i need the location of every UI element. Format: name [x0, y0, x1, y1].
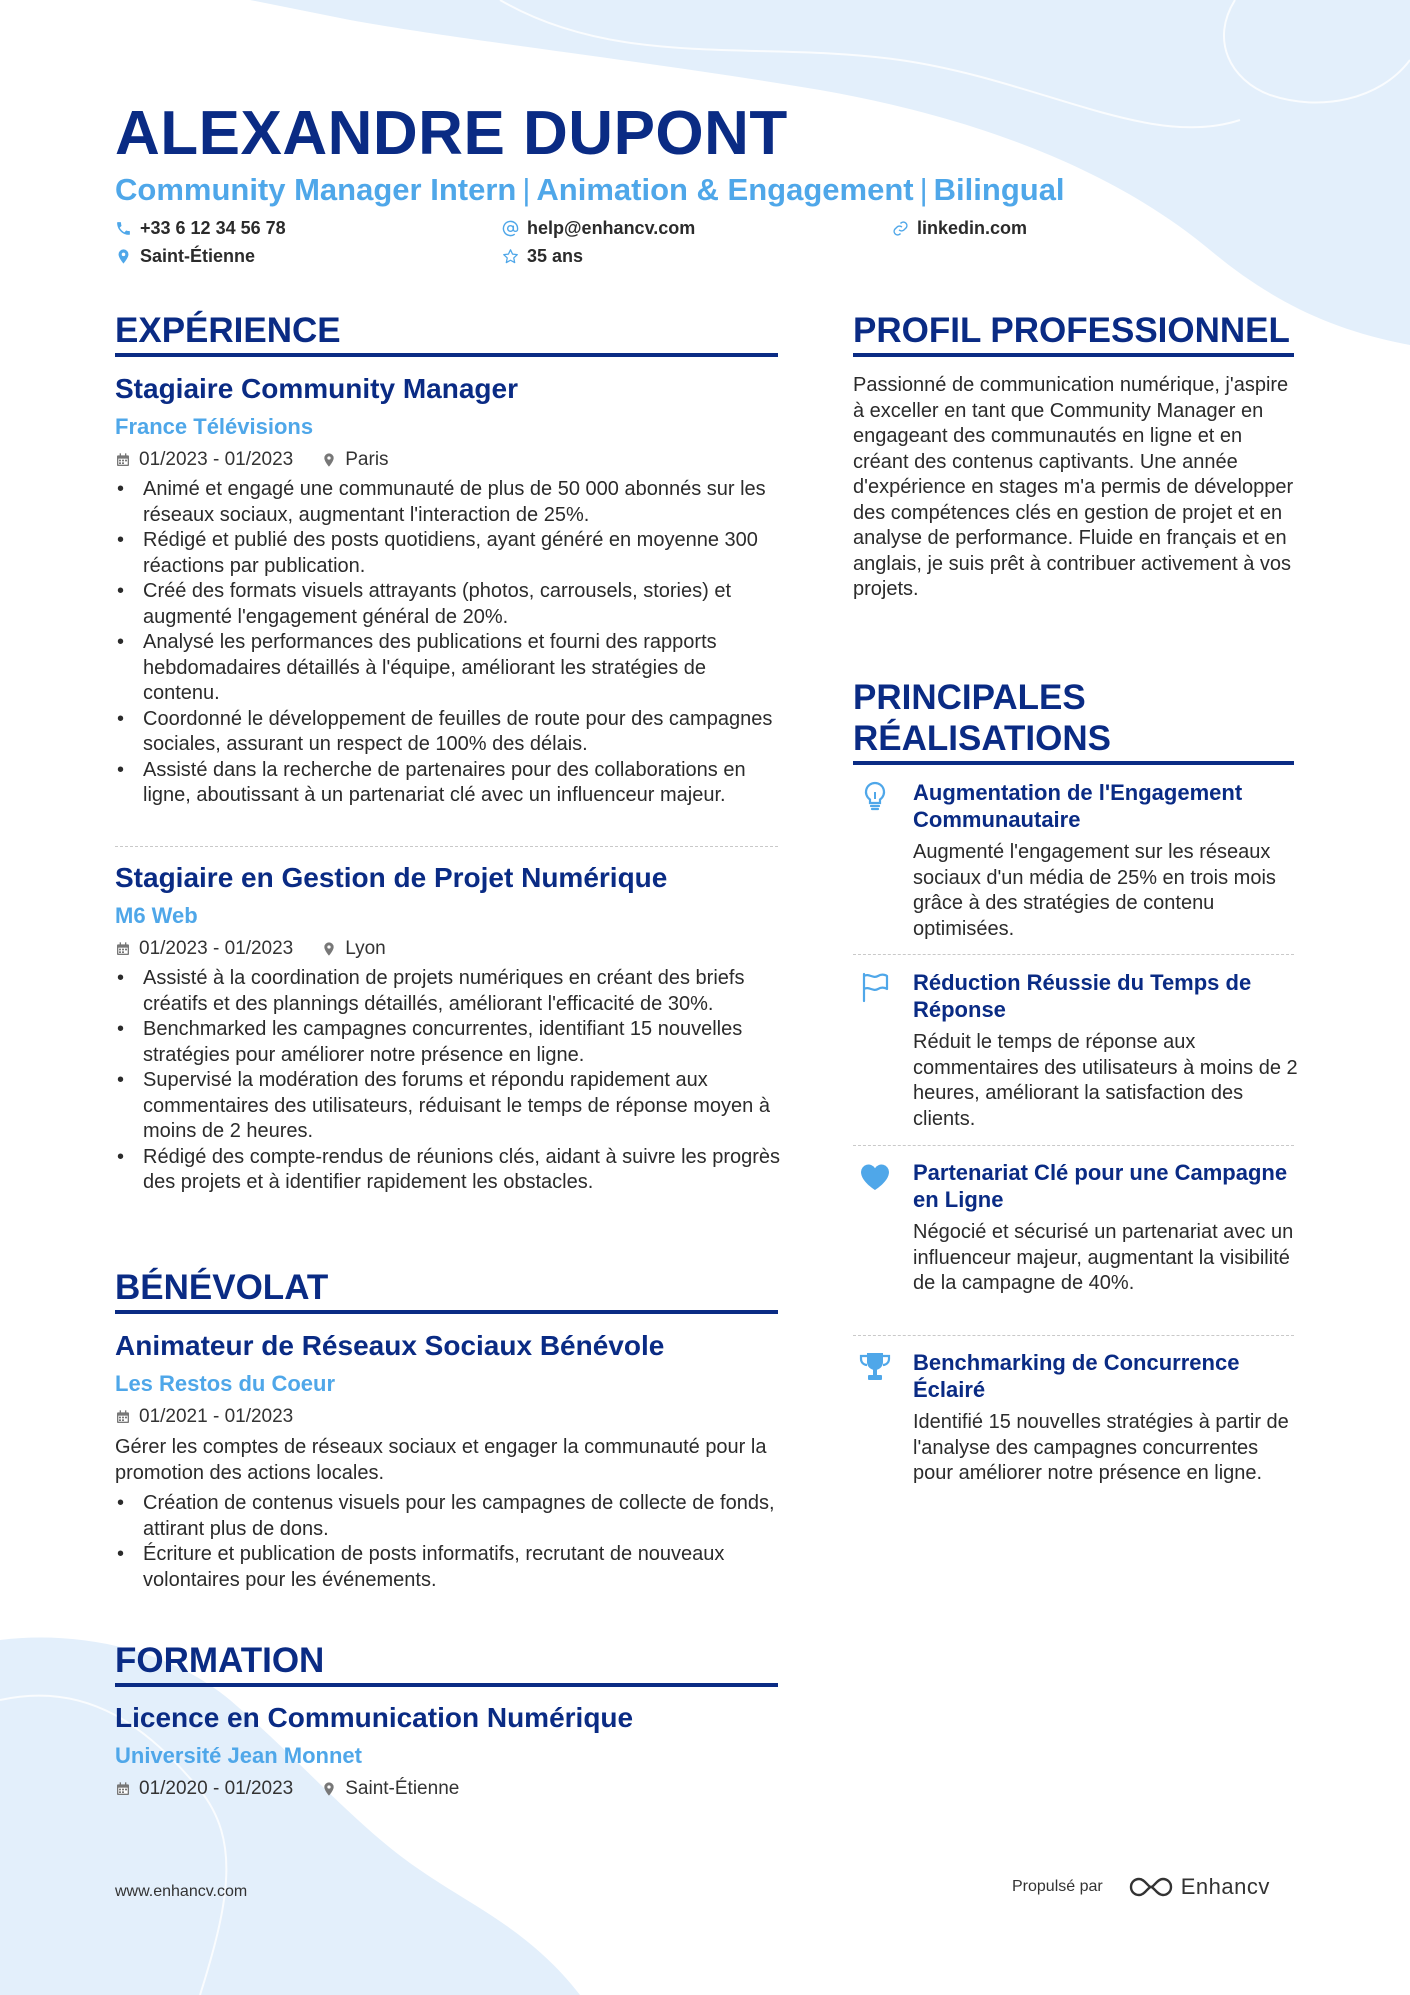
job-bullets [115, 966, 785, 1196]
trophy-icon [858, 1350, 892, 1384]
volunteer-organization: Les Restos du Coeur [115, 1371, 336, 1396]
achievement-description: Identifié 15 nouvelles stratégies à partir de l'analyse des campagnes concurrentes pour améliorer notre présence en ligne. [913, 1411, 1289, 1484]
list-item: • Création de contenus visuels pour les campagnes de collecte de fonds, attirant plus de dons. [115, 1491, 785, 1542]
contact-age [502, 246, 583, 267]
job-meta [115, 938, 386, 960]
volunteer-description: Gérer les comptes de réseaux sociaux et engager la communauté pour la promotion des actions locales. [115, 1436, 767, 1484]
job-location [321, 449, 388, 471]
calendar-icon [115, 1781, 131, 1797]
heading-line: RÉALISATIONS [853, 719, 1111, 758]
list-item: • Coordonné le développement de feuilles de route pour des campagnes sociales, assurant un respect de 100% des délais. [115, 707, 785, 758]
education-meta [115, 1778, 459, 1800]
volunteer-bullets [115, 1491, 785, 1593]
title-separator: | [919, 172, 928, 207]
job-company: France Télévisions [115, 414, 314, 439]
contact-phone[interactable] [115, 218, 286, 239]
job-bullets [115, 477, 785, 809]
job-location-text: Paris [345, 449, 389, 470]
location-pin-icon [321, 941, 337, 957]
website-text: linkedin.com [917, 218, 1028, 238]
achievement-description: Négocié et sécurisé un partenariat avec un influenceur majeur, augmentant la visibilité de la campagne de 40%. [913, 1221, 1294, 1294]
location-pin-icon [115, 248, 132, 265]
lightbulb-icon [858, 779, 892, 813]
link-icon [892, 220, 909, 237]
calendar-icon [115, 1409, 131, 1425]
contact-email[interactable] [502, 218, 695, 239]
achievement-description: Réduit le temps de réponse aux commentaires des utilisateurs à moins de 2 heures, améliorant la satisfaction des clients. [913, 1031, 1298, 1130]
star-icon [502, 248, 519, 265]
age-text: 35 ans [527, 246, 584, 266]
contact-location [115, 246, 255, 267]
brand-name: Enhancv [1180, 1874, 1270, 1899]
volunteer-meta [115, 1406, 293, 1428]
phone-icon [115, 220, 132, 237]
list-item: • Animé et engagé une communauté de plus de 50 000 abonnés sur les réseaux sociaux, augmentant l'interaction de 25%. [115, 477, 785, 528]
divider [115, 846, 778, 847]
at-icon [502, 220, 519, 237]
education-location [321, 1778, 459, 1800]
list-item: • Benchmarked les campagnes concurrentes, identifiant 15 nouvelles stratégies pour améliorer notre présence en ligne. [115, 1017, 785, 1068]
list-item: • Assisté dans la recherche de partenaires pour des collaborations en ligne, aboutissant à un partenariat clé avec un influenceur majeur. [115, 758, 785, 809]
candidate-title [115, 172, 1065, 208]
achievement-title: Augmentation de l'Engagement Communautaire [913, 780, 1243, 832]
divider [853, 1335, 1294, 1336]
job-role: Stagiaire Community Manager [115, 373, 518, 404]
calendar-icon [115, 452, 131, 468]
heading-line: PRINCIPALES [853, 678, 1086, 717]
section-title-volunteer: BÉNÉVOLAT [115, 1267, 778, 1314]
job-role: Stagiaire en Gestion de Projet Numérique [115, 862, 668, 893]
location-pin-icon [321, 452, 337, 468]
achievement-title: Partenariat Clé pour une Campagne en Ligne [913, 1160, 1288, 1212]
profile-text: Passionné de communication numérique, j'aspire à exceller en tant que Community Manager en engageant des communautés en ligne et en créant des contenus captivants. Une année d'expérience en stages m'a permis de développer des compétences clés en gestion de projet et en analyse de performance. Fluide en français et en anglais, je suis prêt à contribuer activement à vos projets. [853, 374, 1294, 600]
enhancv-logo-icon [1127, 1874, 1175, 1900]
section-title-achievements [853, 677, 1294, 765]
section-title-profile: PROFIL PROFESSIONNEL [853, 310, 1294, 357]
candidate-name: ALEXANDRE DUPONT [115, 99, 788, 168]
flag-icon [858, 970, 892, 1004]
job-meta [115, 449, 389, 471]
calendar-icon [115, 941, 131, 957]
list-item: • Analysé les performances des publications et fourni des rapports hebdomadaires détaillés à l'équipe, améliorant les stratégies de contenu. [115, 630, 785, 707]
education-location-text: Saint-Étienne [345, 1778, 460, 1799]
section-title-experience: EXPÉRIENCE [115, 310, 778, 357]
title-separator: | [522, 172, 531, 207]
list-item: • Rédigé des compte-rendus de réunions clés, aidant à suivre les progrès des projets et à identifier rapidement les obstacles. [115, 1145, 785, 1196]
contact-website[interactable] [892, 218, 1027, 239]
education-school: Université Jean Monnet [115, 1743, 362, 1768]
education-degree: Licence en Communication Numérique [115, 1702, 634, 1733]
achievement-title: Réduction Réussie du Temps de Réponse [913, 970, 1252, 1022]
footer-website[interactable]: www.enhancv.com [115, 1883, 248, 1900]
job-location-text: Lyon [345, 938, 386, 959]
list-item: • Assisté à la coordination de projets numériques en créant des briefs créatifs et des plannings détaillés, améliorant l'efficacité de 30%. [115, 966, 785, 1017]
job-company: M6 Web [115, 903, 198, 928]
volunteer-dates: 01/2021 - 01/2023 [139, 1406, 294, 1427]
list-item: • Rédigé et publié des posts quotidiens, ayant généré en moyenne 300 réactions par publication. [115, 528, 785, 579]
email-text: help@enhancv.com [527, 218, 696, 238]
list-item: • Supervisé la modération des forums et répondu rapidement aux commentaires des utilisateurs, réduisant le temps de réponse moyen à moins de 2 heures. [115, 1068, 785, 1145]
title-part: Bilingual [933, 172, 1065, 207]
section-title-education: FORMATION [115, 1640, 778, 1687]
job-dates: 01/2023 - 01/2023 [139, 938, 294, 959]
job-location [321, 938, 386, 960]
title-part: Animation & Engagement [536, 172, 914, 207]
achievement-description: Augmenté l'engagement sur les réseaux sociaux d'un média de 25% en trois mois grâce à des stratégies de contenu optimisées. [913, 841, 1276, 940]
volunteer-role: Animateur de Réseaux Sociaux Bénévole [115, 1330, 665, 1361]
title-part: Community Manager Intern [115, 172, 517, 207]
education-dates: 01/2020 - 01/2023 [139, 1778, 294, 1799]
divider [853, 1145, 1294, 1146]
list-item: • Écriture et publication de posts informatifs, recrutant de nouveaux volontaires pour les événements. [115, 1542, 785, 1593]
footer-powered-by[interactable] [1012, 1874, 1270, 1900]
heart-icon [858, 1160, 892, 1194]
phone-text: +33 6 12 34 56 78 [140, 218, 286, 238]
job-dates: 01/2023 - 01/2023 [139, 449, 294, 470]
divider [853, 954, 1294, 955]
location-pin-icon [321, 1781, 337, 1797]
list-item: • Créé des formats visuels attrayants (photos, carrousels, stories) et augmenté l'engagement général de 20%. [115, 579, 785, 630]
achievement-title: Benchmarking de Concurrence Éclairé [913, 1350, 1240, 1402]
location-text: Saint-Étienne [140, 246, 256, 266]
powered-by-text: Propulsé par [1012, 1878, 1103, 1895]
